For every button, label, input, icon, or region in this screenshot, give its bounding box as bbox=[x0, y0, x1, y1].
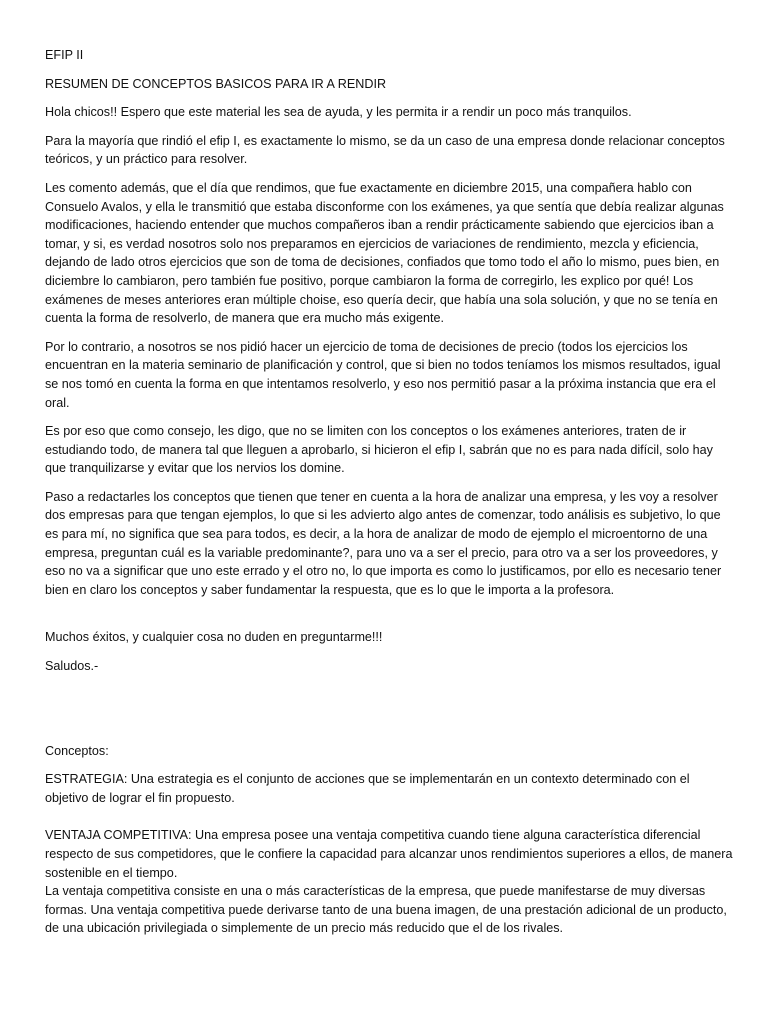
paragraph-efip-context: Para la mayoría que rindió el efip I, es exactamente lo mismo, se da un caso de una empresa donde relacionar conceptos teóricos, y un práctico para resolver. bbox=[45, 133, 725, 167]
document-title: EFIP II bbox=[45, 48, 84, 62]
document-page bbox=[45, 46, 735, 948]
blank-line bbox=[45, 817, 735, 826]
concept-strategy: ESTRATEGIA: Una estrategia es el conjunto de acciones que se implementarán en un contexto determinado con el objetivo de lograr el fin propuesto. bbox=[45, 772, 690, 805]
concepts-heading: Conceptos: bbox=[45, 743, 109, 758]
paragraph-advice: Es por eso que como consejo, les digo, que no se limiten con los conceptos o los exámenes anteriores, traten de ir estudiando todo, de manera tal que lleguen a aprobarlo, si hicieron el efip I, sabrán que no es para nada difícil, solo hay que tranquilizarse y evitar que los nervios los domine. bbox=[45, 424, 713, 476]
paragraph-analysis-note: Paso a redactarles los conceptos que tienen que tener en cuenta a la hora de analizar una empresa, y les voy a resolver dos empresas para que tengan ejemplos, lo que si les advierto algo antes de comenzar, todo análisis es subjetivo, lo que es para mí, no significa que sea para todos, es decir, a la hora de analizar de modo de ejemplo el microentorno de una empresa, preguntan cuál es la variable predominante?, para uno va a ser el precio, para otro va a ser los proveedores, y eso no va a significar que uno este errado y el otro no, lo que importa es como lo justificamos, por ello es necesario tener bien en claro los conceptos y saber fundamentar la respuesta, que es lo que le importa a la profesora. bbox=[45, 489, 722, 597]
closing-line: Muchos éxitos, y cualquier cosa no duden en preguntarme!!! bbox=[45, 630, 383, 645]
paragraph-exam-changes: Les comento además, que el día que rendimos, que fue exactamente en diciembre 2015, una compañera hablo con Consuelo Avalos, y ella le transmitió que estaba disconforme con los exámenes, ya que sentía que debía realizar algunas modificaciones, haciendo entender que muchos compañeros iban a rendir prácticamente sabiendo que ejercicios iban a tomar, y si, es verdad nosotros solo nos preparamos en ejercicios de variaciones de rendimiento, mezcla y eficiencia, dejando de lado otros ejercicios que son de toma de decisiones, confiados que tomo todo el año lo mismo, pues bien, en diciembre lo cambiaron, pero también fue positivo, porque cambiaron la forma de corregirlo, les explico por qué! Los exámenes de meses anteriores eran múltiple choise, eso quería decir, que había una sola solución, y que no se tenía en cuenta la forma de resolverlo, de manera que era mucho más exigente. bbox=[45, 180, 724, 326]
document-subtitle: RESUMEN DE CONCEPTOS BASICOS PARA IR A RENDIR bbox=[45, 76, 387, 91]
signoff-line: Saludos.- bbox=[45, 659, 99, 674]
blank-lines bbox=[45, 686, 735, 742]
concept-competitive-advantage-detail: La ventaja competitiva consiste en una o más características de la empresa, que puede manifestarse de muy diversas formas. Una ventaja competitiva puede derivarse tanto de una buena imagen, de una prestación adicional de un producto, de una ubicación privilegiada o simplemente de un precio más reducido que el de los rivales. bbox=[45, 884, 727, 936]
paragraph-greeting: Hola chicos!! Espero que este material les sea de ayuda, y les permita ir a rendir un poco más tranquilos. bbox=[45, 105, 632, 120]
concept-competitive-advantage: VENTAJA COMPETITIVA: Una empresa posee una ventaja competitiva cuando tiene alguna característica diferencial respecto de sus competidores, que le confiere la capacidad para alcanzar unos rendimientos superiores a ellos, de manera sostenible en el tiempo. bbox=[45, 828, 733, 880]
blank-line bbox=[45, 609, 735, 628]
paragraph-decision-exercise: Por lo contrario, a nosotros se nos pidió hacer un ejercicio de toma de decisiones de precio (todos los ejercicios los encuentran en la materia seminario de planificación y control, que si bien no todos teníamos los mismos resultados, igual se nos tomó en cuenta la forma en que intentamos resolverlo, y eso nos permitió pasar a la próxima instancia que era el oral. bbox=[45, 339, 721, 410]
